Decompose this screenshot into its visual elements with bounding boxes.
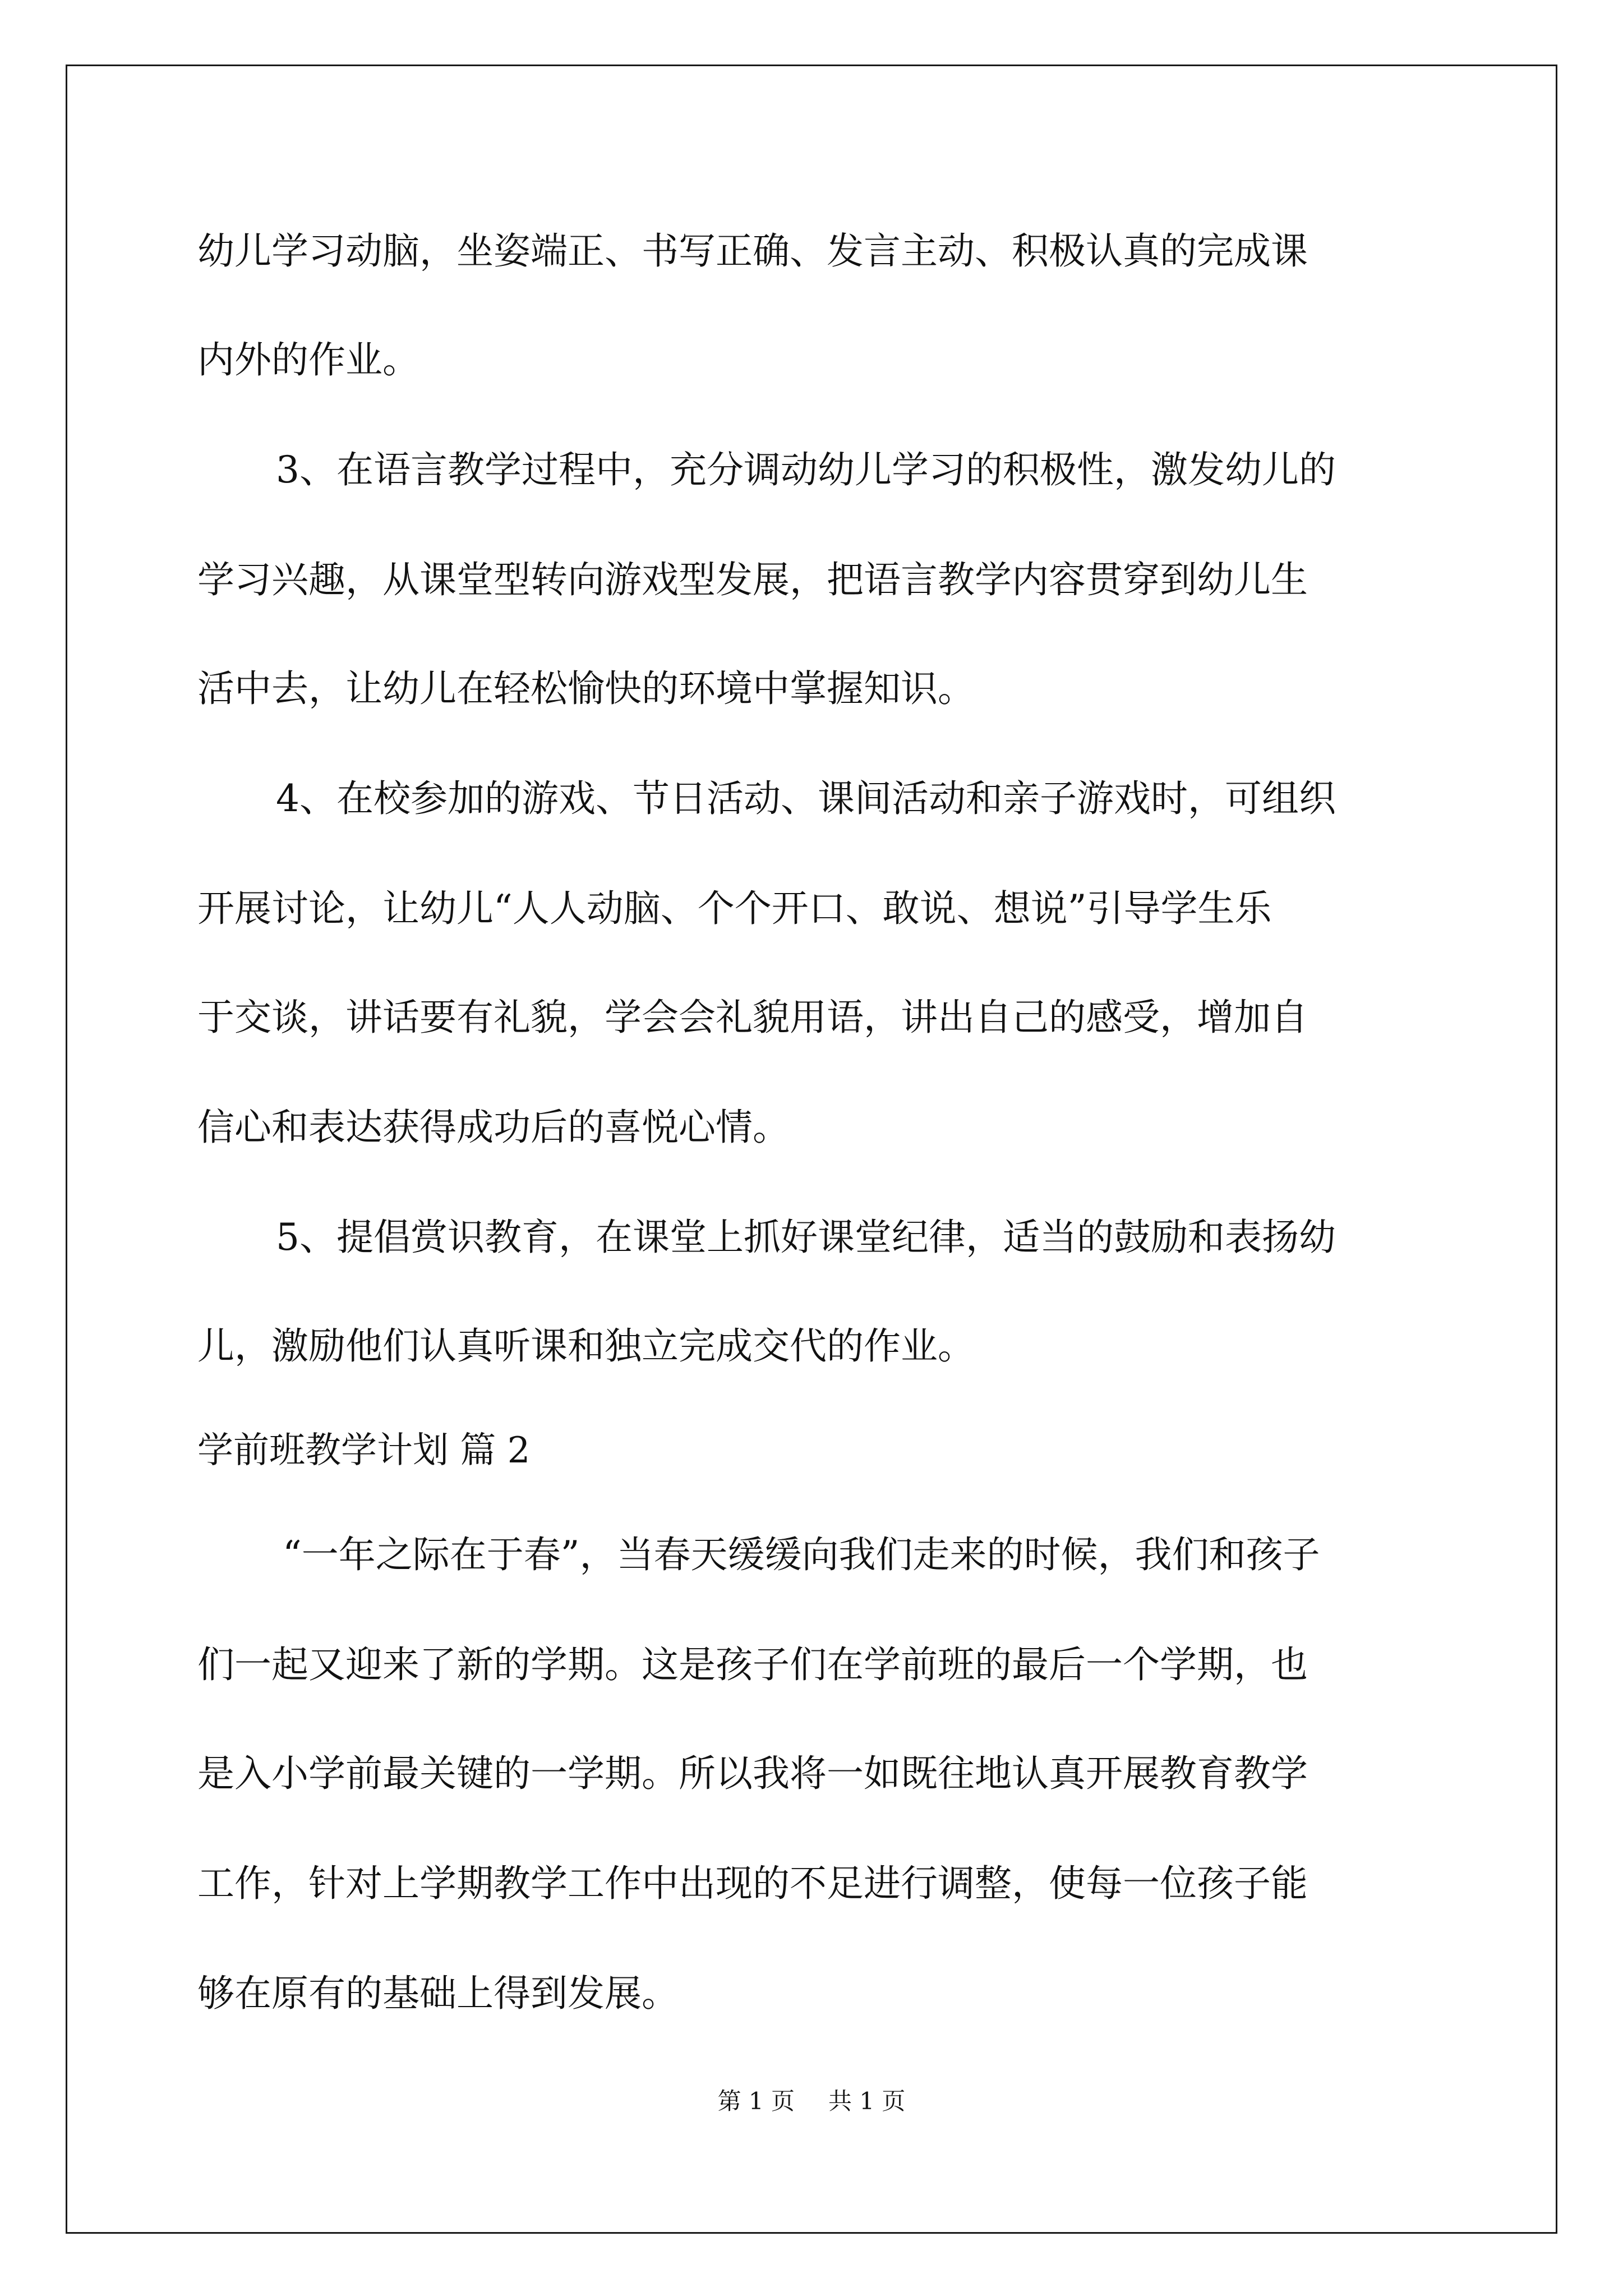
text-line: 工作，针对上学期教学工作中出现的不足进行调整，使每一位孩子能 xyxy=(197,1862,1308,1905)
text-line: 活中去，让幼儿在轻松愉快的环境中掌握知识。 xyxy=(197,667,975,710)
text-line: 4、在校参加的游戏、节日活动、课间活动和亲子游戏时，可组织 xyxy=(276,777,1336,820)
text-line: 们一起又迎来了新的学期。这是孩子们在学前班的最后一个学期，也 xyxy=(197,1643,1308,1686)
page-total: 共 1 页 xyxy=(828,2087,906,2115)
text-line: 3、在语言教学过程中，充分调动幼儿学习的积极性，激发幼儿的 xyxy=(276,448,1336,491)
text-line: 内外的作业。 xyxy=(197,338,419,381)
section-heading: 学前班教学计划 篇 2 xyxy=(197,1430,531,1471)
text-line: 幼儿学习动脑，坐姿端正、书写正确、发言主动、积极认真的完成课 xyxy=(197,229,1308,273)
page-footer xyxy=(0,2085,1623,2118)
page-number: 第 1 页 xyxy=(717,2087,795,2115)
text-line: “一年之际在于春”，当春天缓缓向我们走来的时候，我们和孩子 xyxy=(283,1533,1320,1576)
text-line: 信心和表达获得成功后的喜悦心情。 xyxy=(197,1106,790,1149)
text-line: 开展讨论，让幼儿“人人动脑、个个开口、敢说、想说”引导学生乐 xyxy=(197,887,1272,930)
text-line: 够在原有的基础上得到发展。 xyxy=(197,1972,679,2015)
text-line: 是入小学前最关键的一学期。所以我将一如既往地认真开展教育教学 xyxy=(197,1752,1308,1795)
text-line: 5、提倡赏识教育，在课堂上抓好课堂纪律，适当的鼓励和表扬幼 xyxy=(276,1216,1336,1259)
text-line: 儿，激励他们认真听课和独立完成交代的作业。 xyxy=(197,1324,975,1368)
text-line: 于交谈，讲话要有礼貌，学会会礼貌用语，讲出自己的感受，增加自 xyxy=(197,996,1308,1039)
text-line: 学习兴趣，从课堂型转向游戏型发展，把语言教学内容贯穿到幼儿生 xyxy=(197,558,1308,601)
